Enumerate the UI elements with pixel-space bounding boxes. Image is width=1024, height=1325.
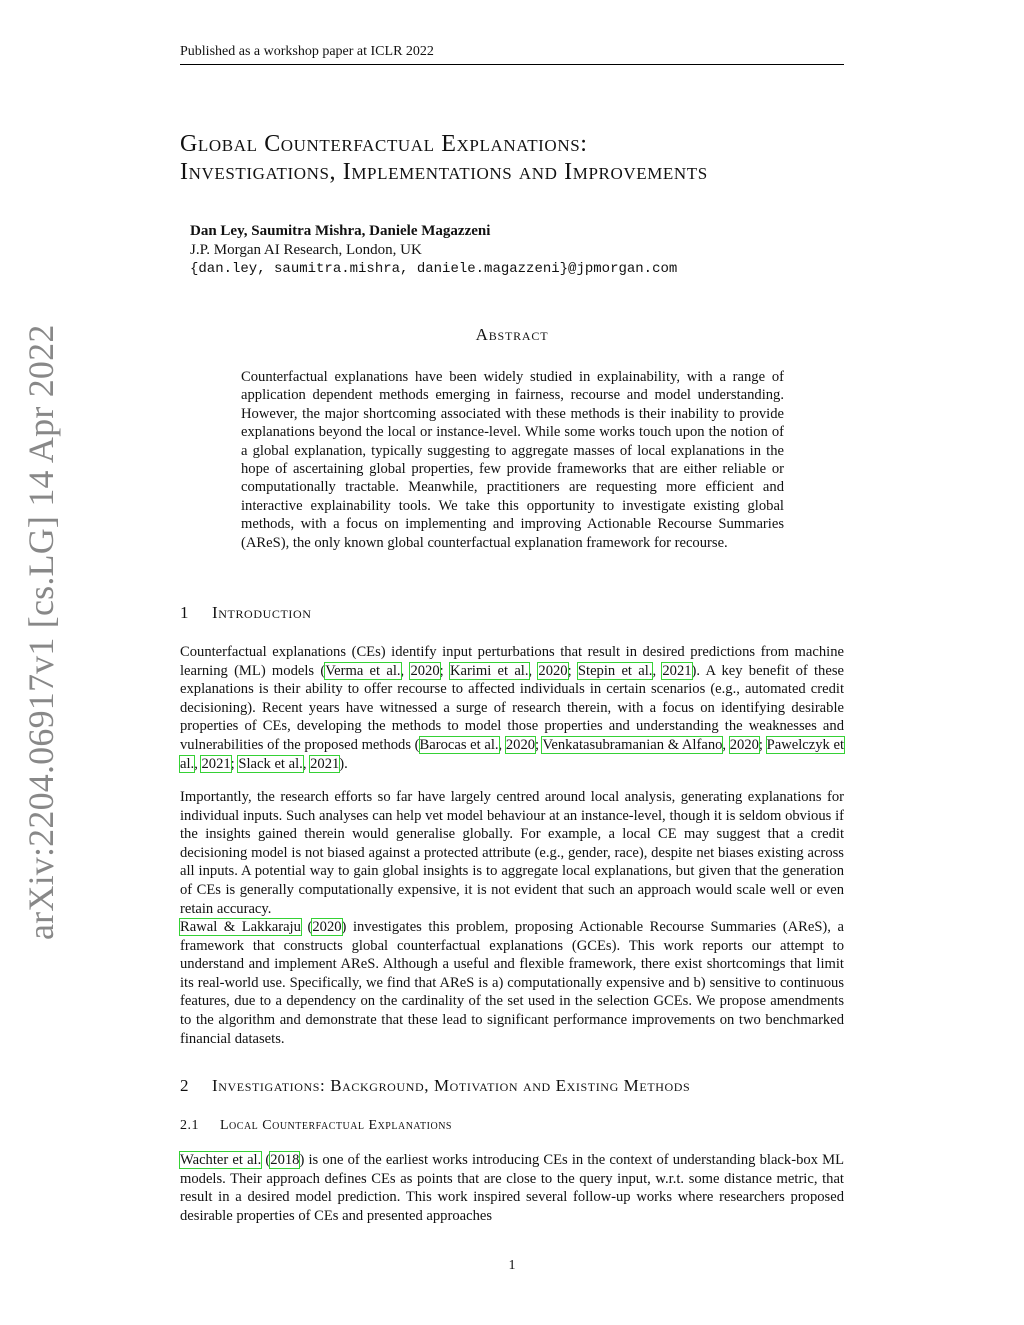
citation-link[interactable]: Slack et al.: [238, 755, 303, 772]
citation-link[interactable]: 2021: [662, 662, 692, 679]
citation-link[interactable]: 2018: [270, 1152, 300, 1168]
title-line-1: Global Counterfactual Explanations:: [180, 131, 588, 157]
citation-link[interactable]: Karimi et al.: [449, 662, 529, 679]
section-1-title: Introduction: [212, 603, 312, 622]
section-2-title: Investigations: Background, Motivation and Existing Methods: [212, 1076, 691, 1095]
page-number: 1: [508, 1258, 516, 1273]
citation-link[interactable]: Verma et al.: [325, 662, 401, 679]
section-1-number: 1: [180, 603, 190, 622]
citation-link[interactable]: 2020: [729, 736, 759, 753]
paper-title: [180, 130, 860, 186]
citation-link[interactable]: 2020: [505, 736, 536, 753]
abstract-heading: Abstract: [475, 325, 549, 344]
author-block: [190, 222, 677, 279]
author-names: Dan Ley, Saumitra Mishra, Daniele Magazzeni: [190, 223, 491, 239]
citation-link[interactable]: Stepin et al.: [577, 662, 653, 679]
section-1-paragraph-2: Importantly, the research efforts so far have largely centred around local analysis, generating explanations for individual inputs. Such analyses can help vet model behaviour at an instance-level, though it is seldom obvious if the insights gained therein would generalise globally. For example, a local CE may suggest that a credit decisioning model is not biased against a protected attribute (e.g., gender, race), despite net biases existing across all inputs. A potential way to gain global insights is to aggregate local explanations, but given that the generation of CEs is generally computationally expensive, it is not evident that such an approach would scale well or even retain accuracy.: [180, 789, 844, 917]
title-line-2: Investigations, Implementations and Improvements: [180, 159, 708, 185]
arxiv-identifier: arXiv:2204.06917v1 [cs.LG] 14 Apr 2022: [21, 324, 61, 940]
citation-link[interactable]: Barocas et al.: [419, 736, 499, 753]
citation-link[interactable]: Wachter et al.: [180, 1152, 262, 1168]
author-affiliation: J.P. Morgan AI Research, London, UK: [190, 242, 422, 258]
running-head: Published as a workshop paper at ICLR 2022: [180, 44, 844, 65]
citation-link[interactable]: Venkatasubramanian & Alfano: [542, 736, 723, 753]
citation-link[interactable]: Rawal & Lakkaraju: [180, 919, 301, 935]
section-2-number: 2: [180, 1076, 190, 1095]
citation-link[interactable]: 2020: [410, 662, 440, 679]
citation-link[interactable]: 2020: [312, 919, 342, 935]
section-1-paragraph-1: Counterfactual explanations (CEs) identify input perturbations that result in desired predictions from machine learning (ML) models (Verma et al., 2020; Karimi et al., 2020; Stepin et al., 2021). A key benefit of these explanations is their ability to offer recourse to affected individuals in certain scenarios (e.g., automated credit decisioning). Recent years have witnessed a surge of research therein, with a focus on identifying desirable properties of CEs, developing the methods to model those properties and understanding the weaknesses and vulnerabilities of the proposed methods (Barocas et al., 2020; Venkatasubramanian & Alfano, 2020; Pawelczyk et al., 2021; Slack et al., 2021).: [180, 644, 845, 772]
author-email: {dan.ley, saumitra.mishra, daniele.magazzeni}@jpmorgan.com: [190, 261, 678, 277]
subsection-2-1-heading: [180, 1118, 452, 1134]
subsection-2-1-paragraph-1: Wachter et al. (2018) is one of the earliest works introducing CEs in the context of understanding black-box ML models. Their approach defines CEs as points that are close to the query input, w.r.t. some distance metric, that result in a desired model prediction. This work inspired several follow-up works where researchers proposed desirable properties of CEs and presented approaches: [180, 1152, 844, 1224]
section-1-paragraph-3: Rawal & Lakkaraju (2020) investigates this problem, proposing Actionable Recourse Summaries (AReS), a framework that constructs global counterfactual explanations (GCEs). This work reports our attempt to understand and implement AReS. Although a useful and flexible framework, there exist shortcomings that limit its real-world use. Specifically, we find that AReS is a) computationally expensive and b) sensitive to continuous features, due to a dependency on the cardinality of the set used in the selection GCEs. We propose amendments to the algorithm and demonstrate that these lead to significant performance improvements on two benchmarked financial datasets.: [180, 919, 844, 1047]
citation-link[interactable]: 2021: [201, 755, 231, 772]
section-1-heading: [180, 603, 312, 623]
abstract-text: Counterfactual explanations have been widely studied in explainability, with a range of application dependent methods emerging in fairness, recourse and model understanding. However, the major shortcoming associated with these methods is their inability to provide explanations beyond the local or instance-level. While some works touch upon the notion of a global explanation, typically suggesting to aggregate masses of local explanations in the hope of ascertaining global properties, few provide frameworks that are either reliable or computationally tractable. Meanwhile, practitioners are requesting more efficient and interactive explainability tools. We take this opportunity to investigate existing global methods, with a focus on implementing and improving Actionable Recourse Summaries (AReS), the only known global counterfactual explanation framework for recourse.: [241, 369, 784, 551]
subsection-2-1-number: 2.1: [180, 1118, 199, 1133]
citation-link[interactable]: Pawelczyk et al.: [180, 736, 845, 772]
section-2-heading: [180, 1076, 690, 1096]
subsection-2-1-title: Local Counterfactual Explanations: [220, 1118, 452, 1133]
citation-link[interactable]: 2020: [538, 662, 568, 679]
citation-link[interactable]: 2021: [310, 755, 340, 772]
